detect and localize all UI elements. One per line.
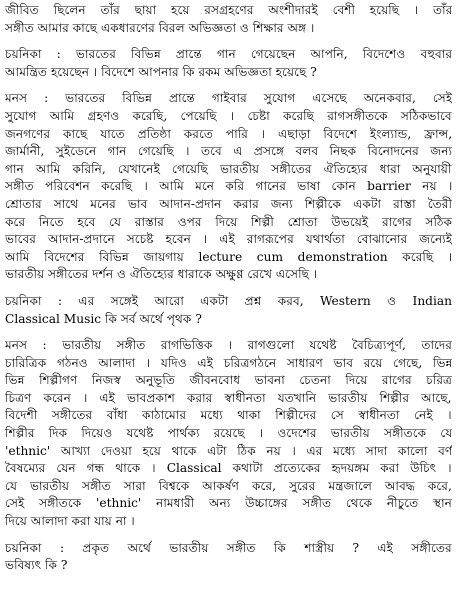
text-line: ভারতীয় সঙ্গীতের দর্শন ও ঐতিহ্যের ধারাকে অক্ষুণ্ণ রেখে এসেছি ।	[5, 267, 318, 282]
text-line: যে ভারতীয় সঙ্গীত সারা বিশ্বকে আকর্ষণ করে, সুরের মন্ত্রজালে আবদ্ধ করে,	[5, 478, 452, 493]
text-line: ভবিষ্যৎ কি ?	[5, 558, 68, 573]
text-line: শিল্পীর দিক দিয়েও যথেষ্ট পার্থক্য রয়েছে । ওদেশের ভারতীয় সঙ্গীতকে যে	[5, 426, 452, 441]
text-line: আমি বিদেশের বিভিন্ন জায়গায় lecture cum demonstration করেছি ।	[5, 249, 452, 264]
text-line: সেই সঙ্গীতকে 'ethnic' নামধারী অন্য উচ্চাঙ্গের সঙ্গীত থেকে নীচুতে স্থান	[5, 496, 452, 511]
text-line: চারিত্রিক গঠনও আলাদা । যদিও এই চরিত্রগঠনে সাধারণ ভাব রয়ে গেছে, ভিন্ন	[5, 355, 452, 370]
text-line: ভিন্ন শিল্পীগণ নিজস্ব অনুভূতি জীবনবোধ ভাবনা চেতনা দিয়ে রাগের চরিত্র	[5, 373, 452, 388]
text-line: বৈষম্যের যেন গন্ধ থাকে । Classical কথাটা প্রত্যেকের হৃদয়ঙ্গম করা উচিৎ ।	[5, 461, 452, 476]
text-line: চয়নিকা : ভারতের বিভিন্ন প্রান্তে গান গেয়েছেন আপনি, বিদেশেও বহুবার	[5, 47, 452, 62]
paragraph-question-abroad	[5, 46, 452, 81]
paragraph-answer-western	[5, 337, 452, 531]
text-line: গান আমি করিনি, যেখানেই গেয়েছি ভারতীয় সঙ্গীতের ঐতিহ্যের ধারা অনুযায়ী	[5, 161, 452, 176]
paragraph-question-western	[5, 293, 452, 328]
text-line: চয়নিকা : প্রকৃত অর্থে ভারতীয় সঙ্গীত কি শাস্ত্রীয় ? এই সঙ্গীতের	[5, 540, 452, 555]
text-line: ভাবের আদান-প্রদানে সচেষ্ট হবেন । এই রাগরূপের যথার্থতা বোঝানোর জন্যেই	[5, 232, 452, 247]
text-line: সঙ্গীত পরিবেশন করেছি । আমি মনে করি গানের ভাষা কোন barrier নয় ।	[5, 179, 452, 194]
paragraph-question-classical	[5, 540, 452, 575]
text-line: দিয়ে আলাদা করা যায় না ।	[5, 514, 135, 529]
text-line: বিদেশী সঙ্গীতের বাঁধা কাঠামোর মধ্যে থাকা শিল্পীদের সে স্বাধীনতা নেই ।	[5, 408, 452, 423]
paragraph-intro-continuation	[5, 2, 452, 37]
text-line: 'ethnic' আখ্যা দেওয়া হয়ে থাকে এটা ঠিক নয় । এর মধ্যে সাদা কালো বর্ণ	[5, 443, 452, 458]
text-line: জীবিত ছিলেন তাঁর ছায়া হয়ে রসগ্রহণের অংশীদারই বেশী হয়েছি । তাঁর	[5, 3, 452, 17]
text-line: শ্রোতার সাথে মনের ভাব আদান-প্রদান করার জন্য শিল্পীকে একটা রাস্তা তৈরী	[5, 196, 452, 211]
text-line: চয়নিকা : এর সঙ্গেই আরো একটা প্রশ্ন করব, Western ও Indian	[5, 293, 452, 308]
text-line: করে নিতে হবে যে রাস্তার ওপর দিয়ে শিল্পী শ্রোতা উভয়েই রাগের সঠিক	[5, 214, 452, 229]
text-line: Classical Music কি সর্ব অর্থে পৃথক ?	[5, 311, 202, 326]
text-line: আমন্ত্রিত হয়েছেন । বিদেশে আপনার কি রকম অভিজ্ঞতা হয়েছে ?	[5, 64, 317, 79]
text-line: মনস : ভারতের বিভিন্ন প্রান্তে গাইবার সুযোগ এসেছে অনেকবার, সেই	[5, 91, 452, 106]
text-line: সুযোগ আমি গ্রহণও করেছি, পেয়েছি । চেষ্টা করেছি রাগসঙ্গীতকে সঠিকভাবে	[5, 108, 452, 123]
text-line: চিত্রণ করেন । এই ভাবপ্রকাশ করার স্বাধীনতা যতখানি ভারতীয় শিল্পীর আছে,	[5, 390, 452, 405]
text-line: মনস : ভারতীয় সঙ্গীত রাগভিত্তিক । রাগগুলো যথেষ্ট বৈচিত্র্যপূর্ণ, তাদের	[5, 338, 452, 353]
text-line: সঙ্গীত আমার কাছে একধারণের বিরল অভিজ্ঞতা ও শিক্ষার অঙ্গ ।	[5, 20, 315, 35]
text-line: জনগণের কাছে যাতে প্রতিষ্ঠা করতে পারি । এছাড়া বিদেশে ইংল্যান্ড, ফ্রান্স,	[5, 126, 452, 141]
text-line: জার্মানী, সুইডেনে গান গেয়েছি । তবে এ প্রসঙ্গে বলব নিছক বিনোদনের জন্য	[5, 144, 452, 159]
paragraph-answer-abroad	[5, 90, 452, 284]
